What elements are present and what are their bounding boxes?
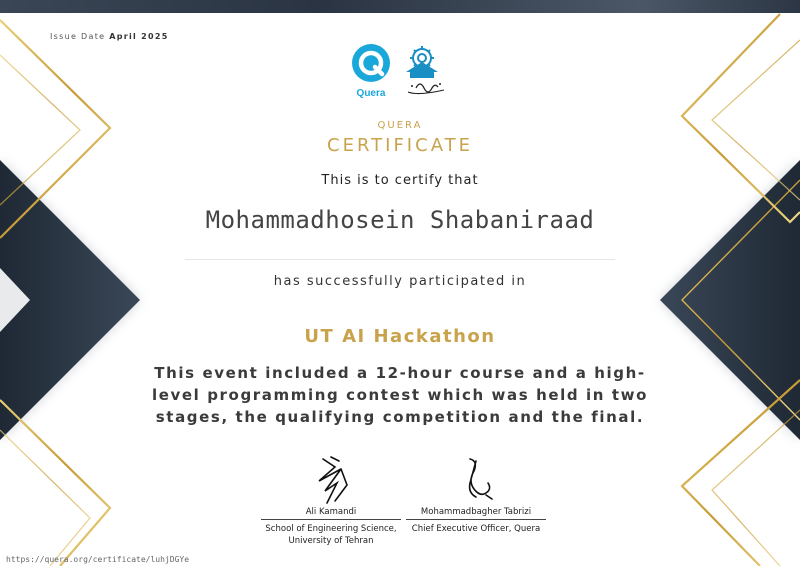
event-description: This event included a 12-hour course and a high-level programming contest which was held in two stages, the qualifying competition and the final. — [151, 364, 649, 426]
participation-text: has successfully participated in — [273, 274, 527, 289]
signer-2-name: Mohammadbagher Tabrizi — [420, 507, 532, 517]
certificate-brand: QUERA — [377, 120, 423, 131]
certificate-url[interactable]: https://quera.org/certificate/luhjDGYe — [6, 555, 190, 564]
university-of-tehran-logo — [402, 42, 452, 100]
signature-block-1 — [256, 455, 406, 547]
signature-2 — [446, 455, 506, 507]
signature-1 — [301, 455, 361, 507]
quera-logo — [348, 40, 394, 100]
recipient-name: Mohammadhosein Shabaniraad — [205, 206, 595, 234]
event-name: UT AI Hackathon — [304, 326, 496, 347]
certify-intro: This is to certify that — [321, 173, 479, 188]
signer-1-title: School of Engineering Science, University of Tehran — [265, 524, 397, 546]
signer-2-title: Chief Executive Officer, Quera — [411, 524, 541, 534]
issue-date — [50, 32, 169, 41]
divider — [185, 259, 615, 260]
signature-line-1 — [261, 519, 401, 520]
signature-block-2 — [401, 455, 551, 535]
signer-1-name: Ali Kamandi — [305, 507, 357, 517]
certificate-title: CERTIFICATE — [327, 135, 473, 156]
quera-logo-text: Quera — [356, 88, 386, 99]
issue-date-value: April 2025 — [109, 32, 169, 41]
signature-line-2 — [406, 519, 546, 520]
issue-date-label: Issue Date — [50, 32, 106, 41]
logos — [348, 40, 458, 102]
